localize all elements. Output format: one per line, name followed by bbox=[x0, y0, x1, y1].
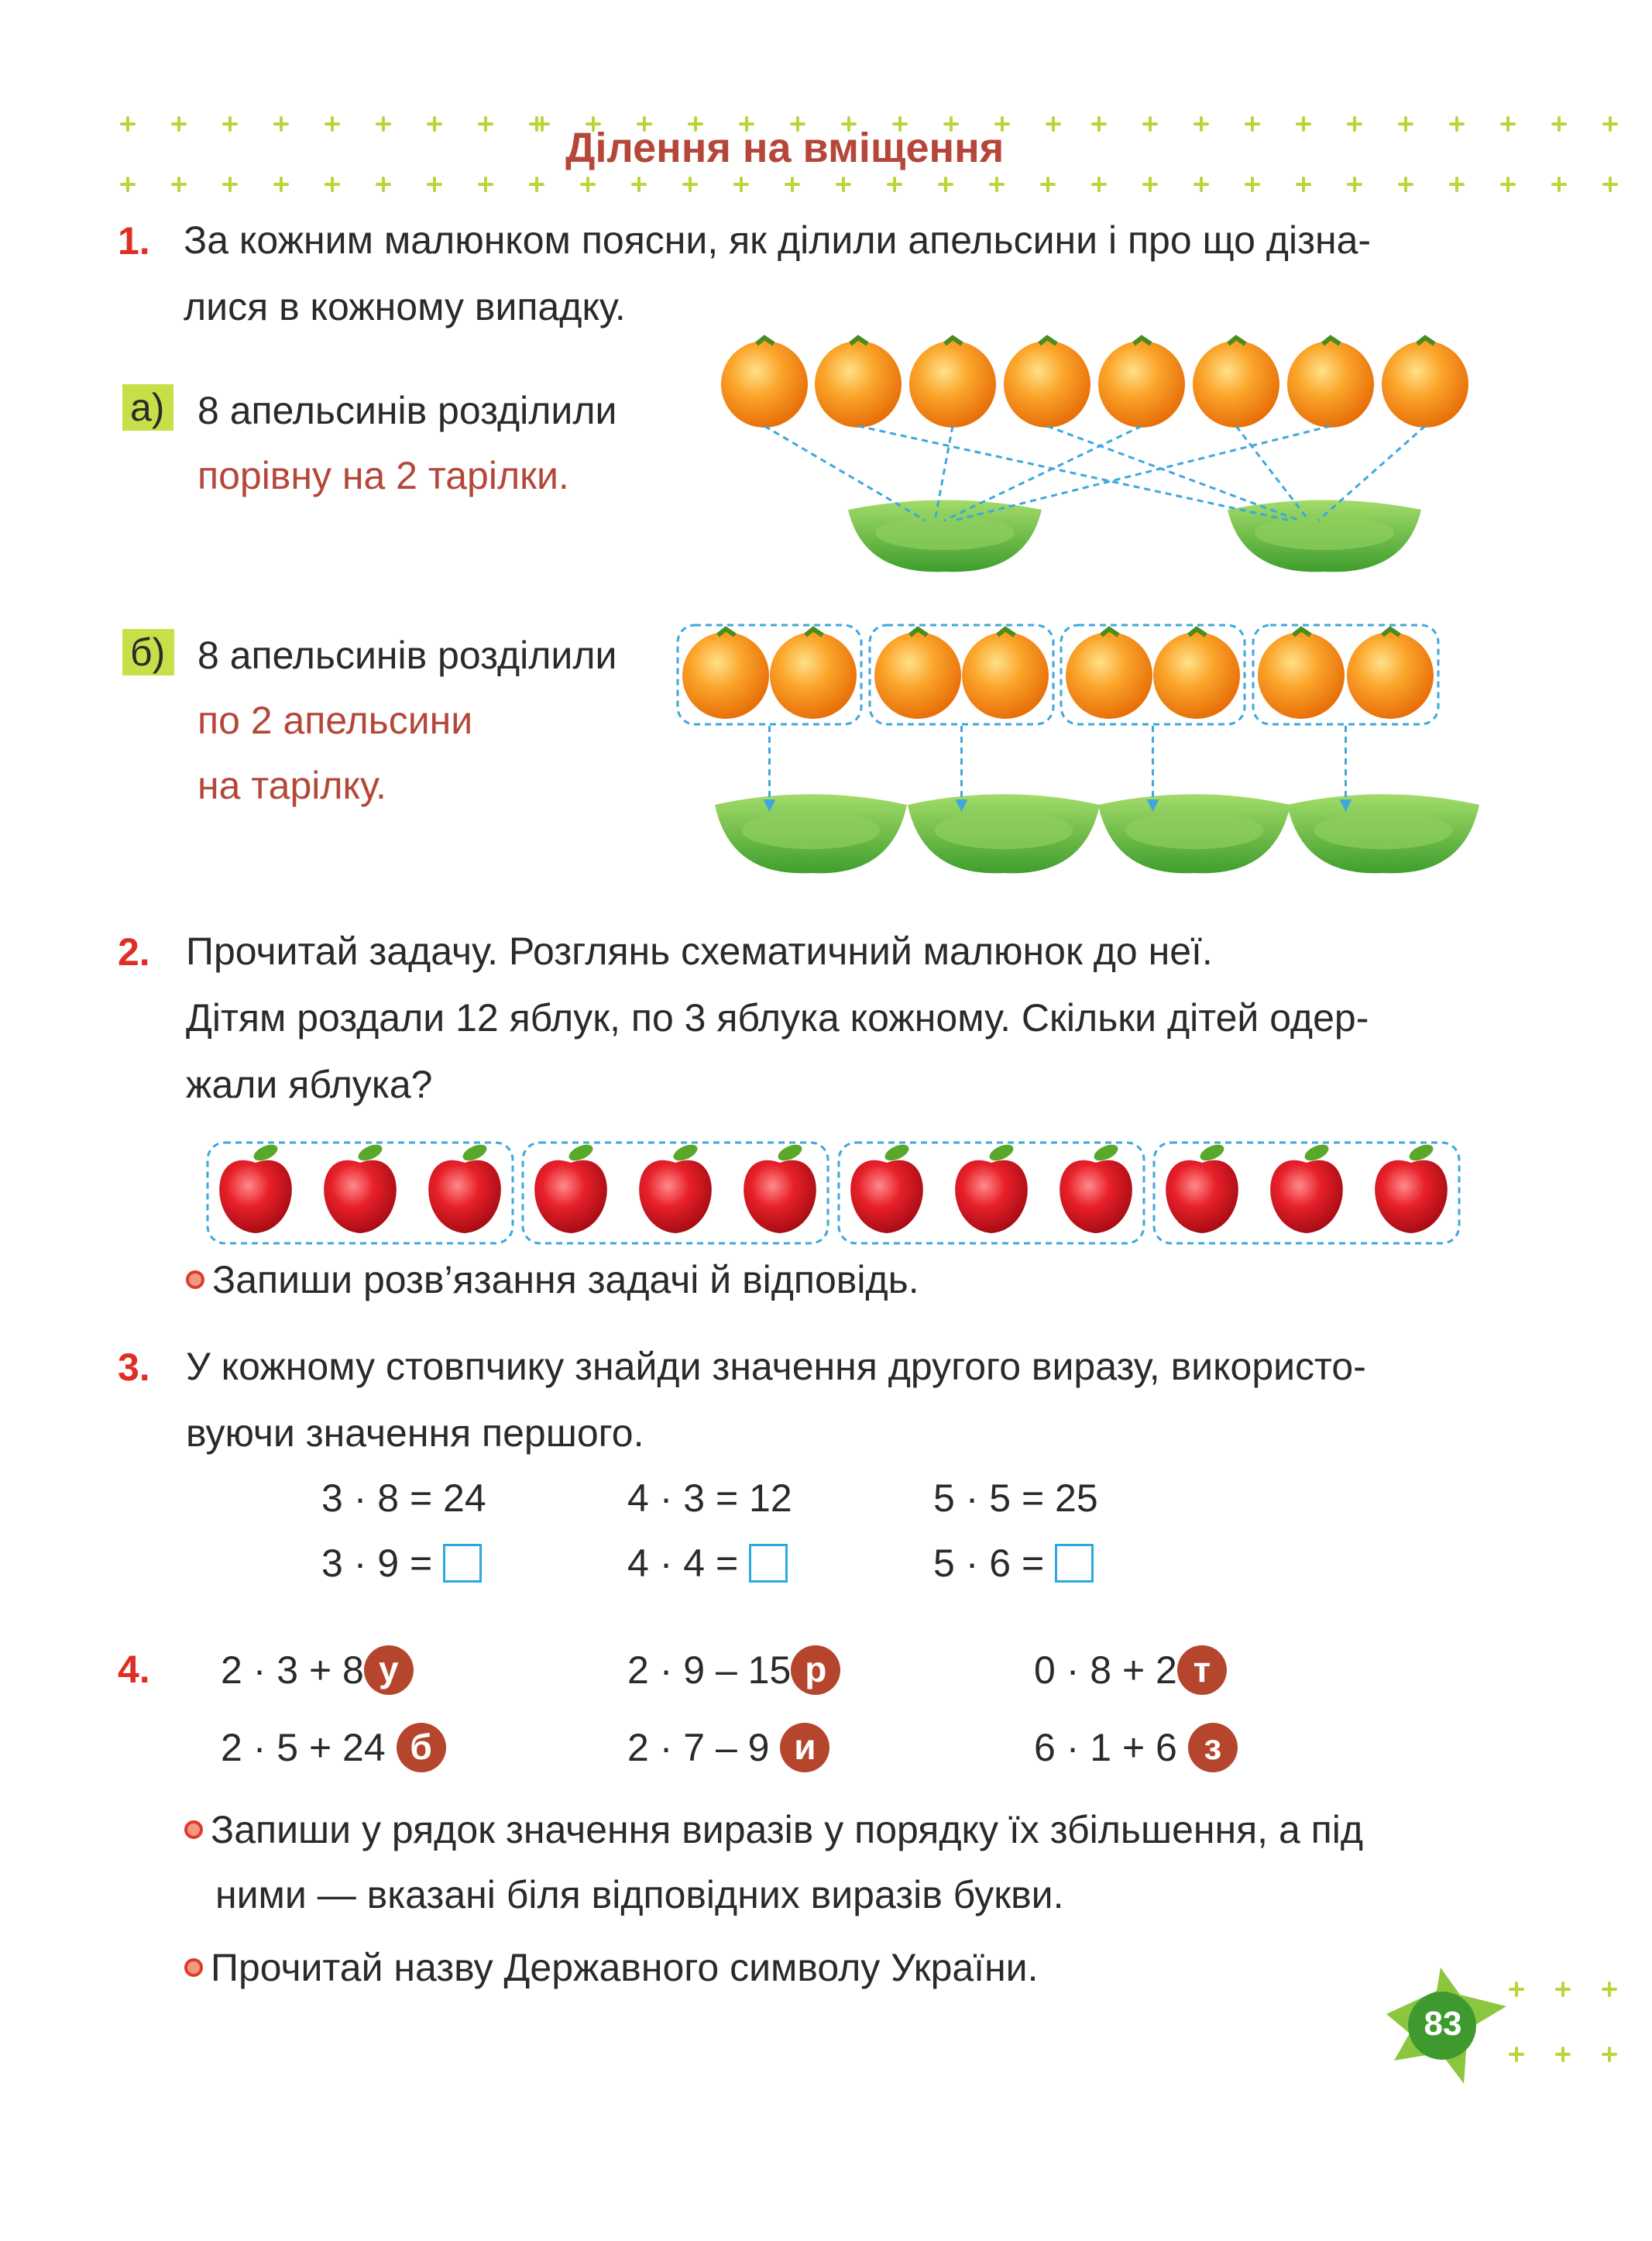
task4-expr-4: 2 · 5 + 24 б bbox=[221, 1724, 446, 1775]
star-icon bbox=[888, 178, 901, 191]
plate bbox=[848, 500, 1042, 572]
star-icon bbox=[1195, 178, 1207, 191]
orange bbox=[1098, 338, 1185, 428]
star-icon bbox=[684, 178, 696, 191]
star-icon bbox=[1451, 178, 1463, 191]
task3-col1-second: 3 · 9 = bbox=[321, 1540, 482, 1586]
star-icon bbox=[173, 178, 185, 191]
star-icon bbox=[1348, 118, 1361, 130]
task2-bullet bbox=[186, 1256, 919, 1303]
apple bbox=[219, 1141, 292, 1233]
task1-a-line2: порівну на 2 тарілки. bbox=[197, 454, 569, 497]
task3-col3-second: 5 · 6 = bbox=[933, 1540, 1094, 1586]
star-icon bbox=[1604, 178, 1616, 191]
star-icon bbox=[582, 178, 594, 191]
task4-expr-3: 0 · 8 + 2 т bbox=[1034, 1647, 1227, 1698]
apple bbox=[639, 1141, 712, 1233]
star-icon bbox=[1502, 118, 1514, 130]
orange bbox=[1287, 338, 1374, 428]
task3-col2-second: 4 · 4 = bbox=[627, 1540, 788, 1586]
task3-number: 3. bbox=[118, 1346, 150, 1389]
apple bbox=[1270, 1141, 1343, 1233]
star-icon bbox=[1553, 118, 1565, 130]
answer-box[interactable] bbox=[443, 1544, 482, 1583]
star-icon bbox=[122, 178, 134, 191]
task2-number: 2. bbox=[118, 930, 150, 974]
star-icon bbox=[1144, 118, 1156, 130]
plate bbox=[1287, 794, 1479, 873]
star-icon bbox=[377, 178, 390, 191]
task4-bullet1-line2: ними — вказані біля відповідних виразів букви. bbox=[215, 1873, 1064, 1916]
star-icon bbox=[479, 118, 492, 130]
plate bbox=[715, 794, 907, 873]
task1-b-line3: на тарілку. bbox=[197, 764, 386, 807]
orange bbox=[682, 629, 769, 719]
apple bbox=[324, 1141, 397, 1233]
star-icon bbox=[1604, 118, 1616, 130]
star-icon bbox=[122, 118, 134, 130]
star-icon bbox=[1603, 2048, 1616, 2061]
star-icon bbox=[275, 118, 287, 130]
task4-expr-6: 6 · 1 + 6 з bbox=[1034, 1724, 1238, 1775]
task1-b-line1: 8 апельсинів розділили bbox=[197, 634, 617, 677]
task1-b-tag: б) bbox=[122, 629, 174, 675]
task1-b-line2: по 2 апельсини bbox=[197, 699, 473, 742]
star-icon bbox=[1093, 118, 1105, 130]
task3-col1-first: 3 · 8 = 24 bbox=[321, 1476, 486, 1520]
star-icon bbox=[1348, 178, 1361, 191]
star-icon bbox=[991, 178, 1003, 191]
star-icon bbox=[1603, 1983, 1616, 1995]
star-icon bbox=[1297, 118, 1310, 130]
star-icon bbox=[1400, 178, 1412, 191]
plate bbox=[1098, 794, 1290, 873]
orange bbox=[1004, 338, 1090, 428]
task3-col2-first: 4 · 3 = 12 bbox=[627, 1476, 792, 1520]
plate bbox=[1228, 500, 1421, 572]
bullet-icon bbox=[184, 1820, 203, 1839]
star-icon bbox=[1510, 1983, 1523, 1995]
orange bbox=[962, 629, 1049, 719]
star-icon bbox=[1246, 118, 1259, 130]
orange bbox=[1347, 629, 1434, 719]
task1-number: 1. bbox=[118, 219, 150, 263]
star-icon bbox=[1400, 118, 1412, 130]
star-icon bbox=[1510, 2048, 1523, 2061]
star-icon bbox=[428, 118, 441, 130]
star-icon bbox=[1144, 178, 1156, 191]
task4-bullet2: Прочитай назву Державного символу України. bbox=[184, 1944, 1039, 1991]
task3-line2: вуючи значення першого. bbox=[186, 1411, 644, 1455]
plate bbox=[908, 794, 1100, 873]
task2-line3: жали яблука? bbox=[186, 1063, 433, 1106]
letter-badge: и bbox=[780, 1723, 829, 1772]
star-icon bbox=[275, 178, 287, 191]
orange bbox=[721, 338, 808, 428]
star-icon bbox=[173, 118, 185, 130]
answer-box[interactable] bbox=[1055, 1544, 1094, 1583]
task4-bullet1-line1: Запиши у рядок значення виразів у порядку їх збільшення, а під bbox=[184, 1806, 1363, 1853]
letter-badge: у bbox=[364, 1645, 414, 1695]
answer-box[interactable] bbox=[749, 1544, 788, 1583]
letter-badge: б bbox=[397, 1723, 446, 1772]
star-icon bbox=[326, 178, 338, 191]
star-icon bbox=[837, 178, 850, 191]
task2-line1: Прочитай задачу. Розглянь схематичний малюнок до неї. bbox=[186, 930, 1213, 973]
dashed-line bbox=[944, 426, 1142, 521]
orange bbox=[815, 338, 902, 428]
star-icon bbox=[1553, 178, 1565, 191]
star-icon bbox=[326, 118, 338, 130]
apple bbox=[534, 1141, 607, 1233]
star-icon bbox=[939, 178, 952, 191]
page-number: 83 bbox=[1424, 2005, 1462, 2043]
bullet-icon bbox=[184, 1958, 203, 1977]
apple bbox=[1166, 1141, 1238, 1233]
letter-badge: з bbox=[1188, 1723, 1238, 1772]
star-icon bbox=[1557, 2048, 1569, 2061]
star-icon bbox=[786, 178, 799, 191]
apple bbox=[744, 1141, 816, 1233]
task2-bullet-text: Запиши розв’язання задачі й відповідь. bbox=[212, 1258, 919, 1301]
star-icon bbox=[224, 178, 236, 191]
task1-text-line2: лися в кожному випадку. bbox=[184, 285, 626, 328]
dashed-line bbox=[1047, 426, 1300, 521]
task1-a-line1: 8 апельсинів розділили bbox=[197, 389, 617, 432]
task3-col3-first: 5 · 5 = 25 bbox=[933, 1476, 1098, 1520]
task4-number: 4. bbox=[118, 1648, 150, 1691]
apples bbox=[219, 1141, 1448, 1233]
star-icon bbox=[1502, 178, 1514, 191]
star-icon bbox=[633, 178, 645, 191]
orange bbox=[1382, 338, 1468, 428]
star-icon bbox=[1557, 1983, 1569, 1995]
orange bbox=[770, 629, 857, 719]
star-icon bbox=[735, 178, 747, 191]
task1-text-line1: За кожним малюнком поясни, як ділили апельсини і про що дізна- bbox=[184, 218, 1372, 262]
task4-expr-2: 2 · 9 – 15 р bbox=[627, 1647, 840, 1698]
letter-badge: т bbox=[1177, 1645, 1227, 1695]
orange bbox=[1193, 338, 1279, 428]
task4-expr-5: 2 · 7 – 9 и bbox=[627, 1724, 829, 1775]
star-icon bbox=[531, 178, 543, 191]
star-icon bbox=[428, 178, 441, 191]
apple bbox=[955, 1141, 1028, 1233]
star-icon bbox=[224, 118, 236, 130]
page-title: Ділення на вміщення bbox=[565, 125, 1005, 171]
bullet-icon bbox=[186, 1270, 204, 1289]
star-icon bbox=[1195, 118, 1207, 130]
letter-badge: р bbox=[791, 1645, 840, 1695]
task1-a-tag: а) bbox=[122, 384, 173, 431]
star-icon bbox=[1297, 178, 1310, 191]
apple bbox=[850, 1141, 923, 1233]
apple bbox=[1060, 1141, 1132, 1233]
star-icon bbox=[377, 118, 390, 130]
star-icon bbox=[1047, 118, 1060, 130]
star-icon bbox=[479, 178, 492, 191]
apple bbox=[1375, 1141, 1448, 1233]
star-icon bbox=[1246, 178, 1259, 191]
star-icon bbox=[1093, 178, 1105, 191]
task4-expr-1: 2 · 3 + 8 у bbox=[221, 1647, 414, 1698]
orange bbox=[874, 629, 961, 719]
orange bbox=[1258, 629, 1345, 719]
orange bbox=[1066, 629, 1152, 719]
star-icon bbox=[1042, 178, 1054, 191]
star-icon bbox=[1451, 118, 1463, 130]
task3-line1: У кожному стовпчику знайди значення другого виразу, використо- bbox=[186, 1345, 1366, 1388]
apple bbox=[428, 1141, 501, 1233]
orange bbox=[1153, 629, 1240, 719]
orange bbox=[909, 338, 996, 428]
task2-line2: Дітям роздали 12 яблук, по 3 яблука кожному. Скільки дітей одер- bbox=[186, 996, 1369, 1040]
